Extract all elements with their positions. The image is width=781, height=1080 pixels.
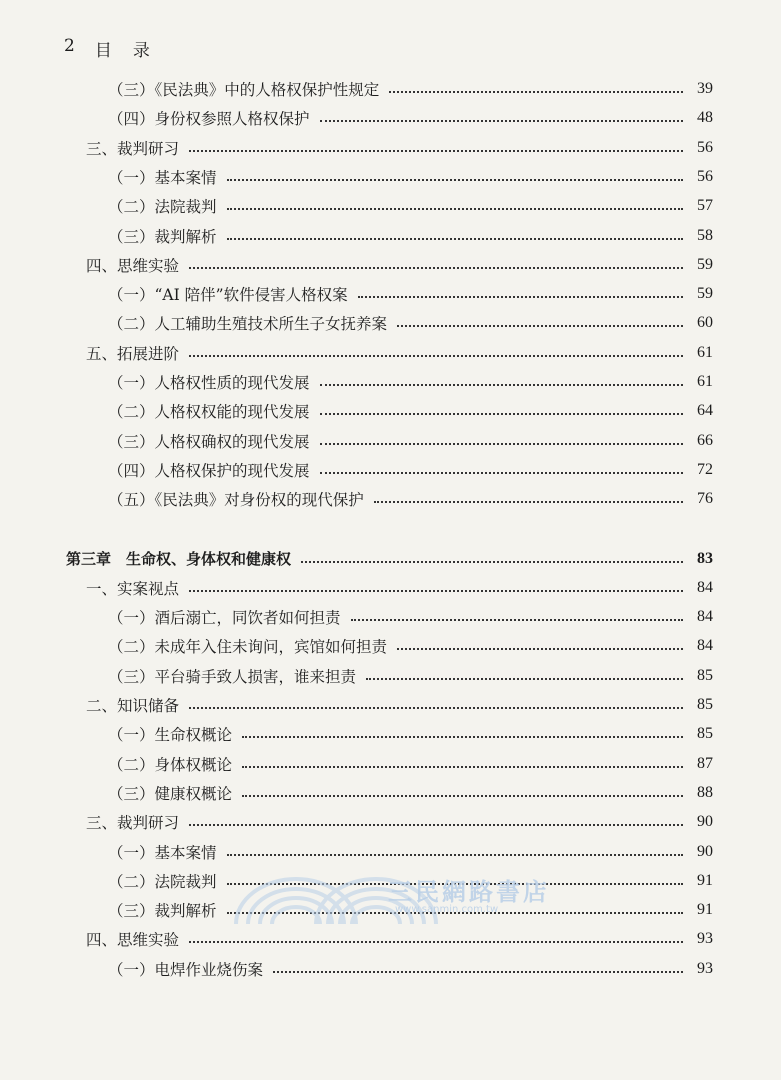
toc-entry-title: （一）酒后溺亡，同饮者如何担责: [108, 609, 341, 628]
toc-entry-title: （一）生命权概论: [108, 726, 233, 745]
toc-entry-page: 84: [697, 608, 713, 626]
toc-entry-page: 91: [697, 871, 713, 889]
toc-entry-title: （三）平台骑手致人损害，谁来担责: [108, 667, 357, 686]
toc-entry-title: （三）裁判解析: [108, 227, 217, 246]
toc-chapter: [66, 544, 713, 574]
header-page-number: 2: [64, 36, 77, 56]
toc-subsection: [108, 367, 713, 397]
toc-subsection: [108, 221, 713, 251]
toc-subsection: [108, 661, 713, 691]
toc-entry-title: （三）《民法典》中的人格权保护性规定: [108, 81, 380, 99]
toc-subsection: [108, 455, 713, 485]
toc-subsection: [108, 162, 713, 192]
toc-entry-title: （二）人格权权能的现代发展: [108, 403, 310, 422]
dot-leader: [273, 971, 683, 973]
toc-entry-title: 四、思维实验: [86, 256, 180, 275]
dot-leader: [189, 355, 683, 357]
toc-entry-title: （四）身份权参照人格权保护: [108, 110, 310, 129]
toc-entry-page: 58: [697, 226, 713, 244]
dot-leader: [189, 150, 683, 152]
toc-subsection: [108, 103, 713, 133]
toc-entry-title: （一）基本案情: [108, 168, 217, 187]
toc-entry-page: 56: [697, 167, 713, 185]
toc-subsection: [108, 778, 713, 808]
toc-entry-page: 85: [697, 666, 713, 684]
toc-section: [86, 573, 713, 603]
toc-entry-page: 88: [697, 783, 713, 801]
dot-leader: [227, 208, 683, 210]
toc-entry-title: （三）人格权确权的现代发展: [108, 432, 310, 451]
toc-entry-title: 二、知识储备: [86, 697, 180, 715]
toc-subsection: [108, 426, 713, 456]
toc-entry-title: （一）“AI 陪伴”软件侵害人格权案: [108, 286, 348, 305]
toc-entry-page: 90: [697, 813, 713, 831]
toc-section: [86, 690, 713, 720]
toc-entry-title: （三）裁判解析: [108, 902, 217, 921]
toc-section: [86, 924, 713, 954]
toc-entry-title: 三、裁判研习: [86, 139, 180, 158]
toc-subsection: [108, 191, 713, 221]
toc-entry-title: 五、拓展进阶: [86, 344, 180, 363]
toc-entry-page: 93: [697, 930, 713, 948]
toc-subsection: [108, 308, 713, 338]
toc-subsection: [108, 749, 713, 779]
toc-entry-page: 39: [697, 80, 713, 97]
toc-entry-page: 72: [697, 460, 713, 478]
toc-subsection: [108, 954, 713, 984]
dot-leader: [189, 590, 683, 592]
dot-leader: [320, 384, 683, 386]
toc-entry-page: 56: [697, 138, 713, 156]
dot-leader: [189, 707, 683, 709]
toc-subsection: [108, 631, 713, 661]
toc-subsection: [108, 719, 713, 749]
toc-section: [86, 133, 713, 163]
toc-entry-title: （二）法院裁判: [108, 872, 217, 891]
toc-entry-page: 61: [697, 343, 713, 361]
toc-entry-page: 87: [697, 754, 713, 772]
toc-entry-title: （二）人工辅助生殖技术所生子女抚养案: [108, 315, 388, 334]
dot-leader: [301, 561, 683, 563]
toc-entry-page: 84: [697, 578, 713, 596]
toc-entry-title: （一）电焊作业烧伤案: [108, 960, 264, 979]
dot-leader: [320, 472, 683, 474]
toc-entry-title: 三、裁判研习: [86, 814, 180, 833]
toc-entry-title: 第三章 生命权、身体权和健康权: [66, 550, 292, 568]
dot-leader: [320, 443, 683, 445]
dot-leader: [227, 179, 683, 181]
toc-entry-page: 83: [697, 549, 713, 567]
toc-section: [86, 250, 713, 280]
toc-subsection: [108, 396, 713, 426]
dot-leader: [242, 766, 683, 768]
toc-entry-page: 85: [697, 696, 713, 713]
dot-leader: [320, 413, 683, 415]
toc-subsection: [108, 484, 713, 514]
toc-entry-page: 59: [697, 285, 713, 303]
toc-entry-page: 59: [697, 255, 713, 273]
running-header: [64, 36, 152, 61]
toc-entry-page: 84: [697, 637, 713, 655]
toc-entry-title: （二）身体权概论: [108, 755, 233, 774]
toc-subsection: [108, 602, 713, 632]
toc-subsection: [108, 74, 713, 104]
dot-leader: [374, 501, 683, 503]
toc-entry-title: 四、思维实验: [86, 931, 180, 950]
dot-leader: [366, 678, 683, 680]
dot-leader: [227, 238, 683, 240]
toc-entry-page: 48: [697, 109, 713, 127]
dot-leader: [358, 296, 683, 298]
dot-leader: [227, 854, 683, 856]
toc-entry-page: 91: [697, 901, 713, 919]
toc-section: [86, 807, 713, 837]
toc-entry-page: 60: [697, 314, 713, 332]
dot-leader: [189, 941, 683, 943]
dot-leader: [389, 91, 683, 93]
toc-entry-title: （三）健康权概论: [108, 784, 233, 803]
dot-leader: [242, 795, 683, 797]
toc-entry-title: （二）未成年入住未询问，宾馆如何担责: [108, 638, 388, 657]
dot-leader: [397, 325, 683, 327]
dot-leader: [351, 619, 683, 621]
toc-entry-title: （二）法院裁判: [108, 198, 217, 217]
toc-entry-title: （一）基本案情: [108, 843, 217, 862]
dot-leader: [189, 267, 683, 269]
dot-leader: [397, 648, 683, 650]
dot-leader: [189, 824, 683, 826]
toc-entry-title: （四）人格权保护的现代发展: [108, 461, 310, 480]
toc-entry-title: （一）人格权性质的现代发展: [108, 374, 310, 392]
toc-entry-page: 90: [697, 842, 713, 860]
toc-entry-page: 66: [697, 431, 713, 449]
dot-leader: [320, 120, 683, 122]
toc-entry-title: （五）《民法典》对身份权的现代保护: [108, 491, 364, 510]
header-section-title: 目 录: [94, 41, 152, 61]
dot-leader: [242, 736, 683, 738]
toc-entry-page: 85: [697, 725, 713, 743]
toc-subsection: [108, 279, 713, 309]
toc-entry-page: 76: [697, 490, 713, 508]
watermark-text: 三民網路書店: [388, 878, 550, 906]
toc-entry-page: 64: [697, 402, 713, 420]
watermark-url: www.sanmin.com.tw: [395, 904, 499, 915]
toc-entry-title: 一、实案视点: [86, 579, 180, 598]
toc-entry-page: 93: [697, 959, 713, 977]
toc-entry-page: 57: [697, 197, 713, 215]
toc-subsection: [108, 837, 713, 867]
toc-entry-page: 61: [697, 373, 713, 390]
toc-section: [86, 338, 713, 368]
